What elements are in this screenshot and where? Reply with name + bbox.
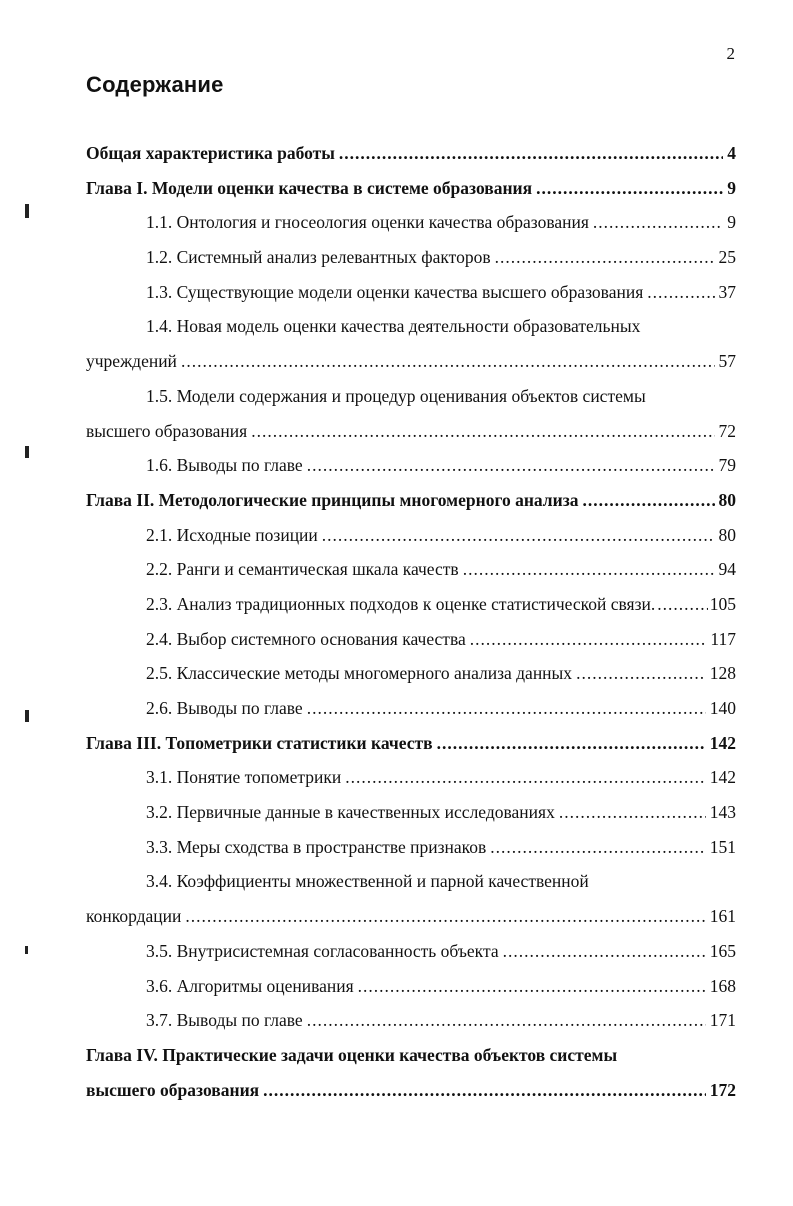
toc-entry-title: 3.1. Понятие топометрики — [146, 767, 342, 788]
toc-dot-leader — [345, 760, 706, 795]
toc-entry-title: 3.4. Коэффициенты множественной и парной качественной — [146, 871, 589, 892]
toc-entry-chapter-2 — [86, 483, 736, 518]
toc-entry-page: 161 — [709, 906, 736, 927]
toc-entry-page: 80 — [718, 489, 736, 510]
toc-entry-chapter-4 — [86, 1038, 736, 1073]
toc-entry-page: 140 — [709, 698, 736, 718]
toc-dot-leader — [490, 830, 705, 865]
toc-entry-section — [86, 205, 736, 240]
toc-entry-title: 1.3. Существующие модели оценки качества высшего образования — [146, 281, 644, 302]
toc-entry-title: Глава IV. Практические задачи оценки качества объектов системы — [86, 1044, 618, 1065]
toc-entry-title: Общая характеристика работы — [86, 143, 335, 163]
toc-entry-title: конкордации — [86, 906, 182, 927]
scan-mark — [25, 946, 28, 954]
toc-entry-section — [86, 1003, 736, 1038]
toc-entry-title: учреждений — [86, 351, 177, 372]
toc-dot-leader — [251, 414, 714, 449]
toc-dot-leader — [495, 240, 715, 275]
toc-entry-title: 3.6. Алгоритмы оценивания — [146, 975, 354, 996]
scan-mark — [25, 710, 29, 722]
toc-entry-section — [86, 309, 736, 344]
toc-entry-section — [86, 379, 736, 414]
toc-entry-title: 2.6. Выводы по главе — [146, 698, 303, 718]
toc-entry-section — [86, 587, 736, 622]
toc-dot-leader — [437, 726, 706, 761]
toc-dot-leader — [358, 969, 706, 1004]
toc-entry-page: 117 — [710, 628, 736, 649]
toc-entry-page: 94 — [718, 559, 736, 580]
toc-entry-title: 1.2. Системный анализ релевантных факторов — [146, 247, 491, 268]
toc-entry-section — [86, 760, 736, 795]
toc-dot-leader — [536, 171, 723, 206]
toc-entry-section — [86, 552, 736, 587]
toc-entry-title: 3.2. Первичные данные в качественных исследованиях — [146, 802, 555, 823]
toc-dot-leader — [647, 275, 714, 310]
toc-dot-leader — [583, 483, 715, 518]
toc-entry-title: 1.5. Модели содержания и процедур оценивания объектов системы — [146, 385, 646, 406]
toc-entry-page: 79 — [718, 455, 736, 476]
toc-entry-page: 72 — [718, 420, 736, 441]
toc-entry-section — [86, 656, 736, 691]
toc-entry-title: высшего образования — [86, 420, 248, 441]
toc-entry-page: 128 — [709, 663, 736, 684]
toc-entry-continuation — [86, 899, 736, 934]
toc-entry-title: 3.3. Меры сходства в пространстве признаков — [146, 836, 487, 857]
toc-entry-continuation — [86, 414, 736, 449]
page-number: 2 — [726, 44, 735, 63]
toc-entry-section — [86, 795, 736, 830]
toc-dot-leader — [339, 136, 723, 171]
toc-entry-page: 151 — [709, 836, 736, 857]
toc-entry-section — [86, 969, 736, 1004]
toc-entry-page: 57 — [718, 351, 736, 372]
toc-entry-chapter-3 — [86, 726, 736, 761]
toc-dot-leader — [185, 899, 705, 934]
scan-mark — [25, 446, 29, 458]
toc-entry-page: 37 — [718, 281, 736, 302]
toc-entry-title: 1.1. Онтология и гносеология оценки качества образования — [146, 212, 589, 233]
toc-entry-title: 2.5. Классические методы многомерного анализа данных — [146, 663, 573, 684]
toc-dot-leader — [593, 205, 723, 240]
toc-dot-leader — [576, 656, 706, 691]
toc-entry-continuation — [86, 1073, 736, 1108]
toc-entry-section — [86, 240, 736, 275]
toc-entry-section — [86, 622, 736, 657]
toc-entry-page: 4 — [727, 143, 736, 163]
toc-entry-title: Глава I. Модели оценки качества в системе образования — [86, 177, 533, 198]
toc-entry-section — [86, 934, 736, 969]
toc-entry-page: 105 — [709, 593, 736, 614]
toc-dot-leader — [263, 1073, 706, 1108]
toc-entry-page: 165 — [709, 940, 736, 961]
toc-dot-leader — [307, 1003, 706, 1038]
toc-entry-page: 142 — [709, 767, 736, 788]
toc-dot-leader — [181, 344, 715, 379]
toc-dot-leader — [322, 518, 715, 553]
toc-entry-section — [86, 830, 736, 865]
toc-entry-title: 3.7. Выводы по главе — [146, 1010, 303, 1031]
toc-entry-page: 172 — [709, 1079, 736, 1100]
toc-dot-leader — [657, 587, 707, 622]
toc-entry-page: 168 — [709, 975, 736, 996]
toc-entry-title: 2.4. Выбор системного основания качества — [146, 628, 466, 649]
toc-entry-page: 9 — [727, 212, 736, 233]
table-of-contents — [86, 136, 736, 1107]
toc-entry-chapter-1 — [86, 171, 736, 206]
toc-entry-section — [86, 691, 736, 726]
toc-entry-title: 2.3. Анализ традиционных подходов к оценке статистической связи. — [146, 593, 656, 614]
toc-entry-section — [86, 275, 736, 310]
toc-entry-overview — [86, 136, 736, 171]
toc-entry-title: 1.4. Новая модель оценки качества деятельности образовательных — [146, 316, 641, 337]
toc-entry-page: 171 — [709, 1010, 736, 1031]
toc-entry-title: Глава III. Топометрики статистики качеств — [86, 732, 433, 753]
toc-entry-title: 1.6. Выводы по главе — [146, 455, 303, 476]
toc-dot-leader — [559, 795, 706, 830]
toc-dot-leader — [470, 622, 707, 657]
toc-entry-page: 9 — [727, 177, 736, 198]
toc-dot-leader — [307, 691, 706, 726]
toc-dot-leader — [307, 448, 715, 483]
toc-entry-section — [86, 518, 736, 553]
toc-entry-title: 3.5. Внутрисистемная согласованность объекта — [146, 940, 499, 961]
toc-entry-page: 80 — [718, 524, 736, 545]
toc-dot-leader — [503, 934, 706, 969]
toc-entry-title: 2.1. Исходные позиции — [146, 524, 318, 545]
page-title: Содержание — [86, 72, 224, 97]
toc-entry-page: 143 — [709, 802, 736, 823]
toc-entry-title: Глава II. Методологические принципы многомерного анализа — [86, 489, 579, 510]
scan-mark — [25, 204, 29, 218]
toc-entry-page: 142 — [709, 732, 736, 753]
toc-entry-page: 25 — [718, 247, 736, 268]
toc-entry-continuation — [86, 344, 736, 379]
toc-dot-leader — [463, 552, 715, 587]
toc-entry-section — [86, 448, 736, 483]
toc-entry-section — [86, 864, 736, 899]
toc-entry-title: 2.2. Ранги и семантическая шкала качеств — [146, 559, 459, 580]
toc-entry-title: высшего образования — [86, 1079, 260, 1100]
